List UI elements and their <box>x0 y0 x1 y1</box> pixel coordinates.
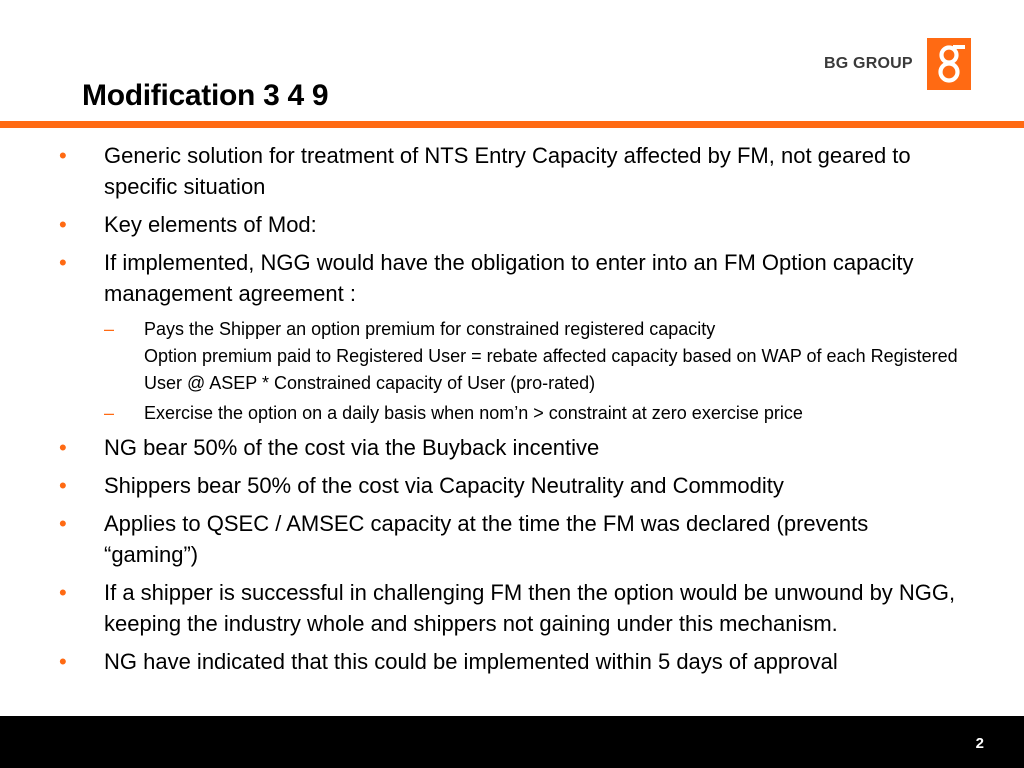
bullet-marker: • <box>59 435 67 460</box>
bullet-text: Generic solution for treatment of NTS Entry Capacity affected by FM, not geared to specific situation <box>104 143 911 199</box>
bullet-marker: • <box>59 511 67 536</box>
bg-group-logo-icon <box>927 38 971 90</box>
bullet-marker: • <box>59 143 67 168</box>
page-number: 2 <box>975 735 984 752</box>
bullet-marker: • <box>59 649 67 674</box>
slide-title: Modification 3 4 9 <box>82 79 329 112</box>
bullet-text: If implemented, NGG would have the obligation to enter into an FM Option capacity management agreement : <box>104 250 914 306</box>
sub-bullet-text: Option premium paid to Registered User = rebate affected capacity based on WAP of each Registered User @ ASEP * Constrained capacity of User (pro-rated) <box>144 346 958 393</box>
bullet-item <box>0 209 1024 240</box>
bullet-text: If a shipper is successful in challenging FM then the option would be unwound by NGG, keeping the industry whole and shippers not gaining under this mechanism. <box>104 580 956 636</box>
bullet-item <box>0 577 1024 639</box>
bullet-list <box>0 140 1024 684</box>
sub-bullet-marker: – <box>104 403 115 423</box>
sub-bullet-item <box>0 400 1024 427</box>
bullet-text: Key elements of Mod: <box>104 212 317 237</box>
bullet-text: Shippers bear 50% of the cost via Capacity Neutrality and Commodity <box>104 473 784 498</box>
sub-bullet-text: Exercise the option on a daily basis when nom’n > constraint at zero exercise price <box>144 403 803 423</box>
bullet-item <box>0 140 1024 202</box>
bullet-text: NG have indicated that this could be implemented within 5 days of approval <box>104 649 838 674</box>
bullet-text: Applies to QSEC / AMSEC capacity at the time the FM was declared (prevents “gaming”) <box>104 511 869 567</box>
sub-bullet-list <box>0 316 1024 427</box>
bullet-item <box>0 508 1024 570</box>
logo-text: BG GROUP <box>824 55 913 72</box>
bullet-marker: • <box>59 580 67 605</box>
bullet-item <box>0 432 1024 463</box>
bullet-marker: • <box>59 250 67 275</box>
sub-bullet-text: Pays the Shipper an option premium for constrained registered capacity <box>144 319 716 339</box>
bullet-marker: • <box>59 212 67 237</box>
bullet-item <box>0 247 1024 309</box>
bullet-marker: • <box>59 473 67 498</box>
footer-bar <box>0 716 1024 768</box>
bullet-text: NG bear 50% of the cost via the Buyback incentive <box>104 435 600 460</box>
sub-bullet-marker: – <box>104 319 115 339</box>
bullet-item <box>0 470 1024 501</box>
bullet-item <box>0 646 1024 677</box>
sub-bullet-item <box>0 316 1024 397</box>
title-divider <box>0 121 1024 128</box>
